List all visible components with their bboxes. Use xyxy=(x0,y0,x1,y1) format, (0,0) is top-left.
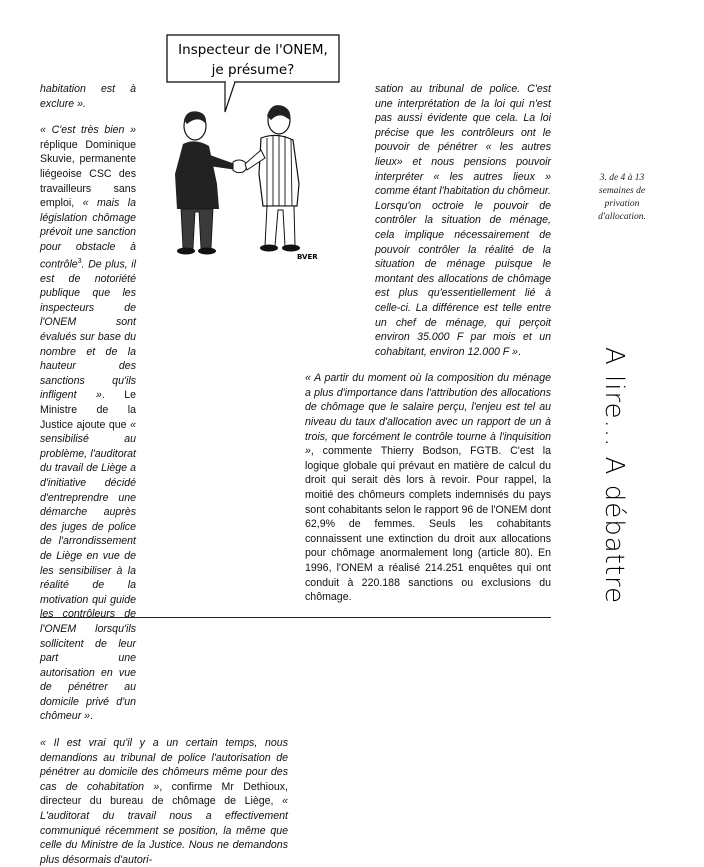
footnote xyxy=(576,172,668,224)
body-text: . xyxy=(517,345,521,358)
footnote-line: privation xyxy=(604,199,640,209)
paragraph xyxy=(40,123,288,724)
bubble-text-line1: Inspecteur de l'ONEM, xyxy=(178,42,328,58)
quote-text: « Il est vrai qu'il y a un certain temps, nous demandions au tribunal de police l'autorisation de pénétrer au domicile des chômeurs même pour des cas de cohabitation » xyxy=(40,737,288,793)
paragraph xyxy=(40,82,136,111)
quote-text: « mais la législation chômage prévoit une sanction pour obstacle à contrôle xyxy=(40,197,137,271)
quote-text: . De plus, il est de notoriété publique que les inspecteurs de l'ONEM sont évalués sur base du nombre et de la hauteur des sanctions qu'ils infligent » xyxy=(40,258,136,402)
section-title-vertical xyxy=(582,345,652,630)
footnote-line: semaines de xyxy=(598,186,646,196)
cartoonist-signature: BVER xyxy=(297,253,318,261)
bubble-text-line2: je présume? xyxy=(211,62,295,78)
footnote-line: d'allocation. xyxy=(598,212,646,222)
article-column-right xyxy=(305,82,551,605)
body-text: . Le Ministre de la Justice ajoute que xyxy=(40,389,136,431)
article-column-left xyxy=(40,82,288,867)
body-text: , commente Thierry Bodson, FGTB. C'est la logique globale qui prévaut en matière de calcul du droit qui serait dès lors à revoir. Pour rappel, la moitié des chômeurs complets indemnisés du pays sont cohabitants selon le rapport 96 de l'ONEM dont 62,9% de femmes. Seuls les cohabitants connaissent une extinction du droit aux allocations pour chômage anormalement long (article 80). En 1996, l'ONEM a réalisé 214.251 enquêtes qui ont conduit à 220.188 sanctions ou exclusions du chômage. xyxy=(305,445,551,604)
quote-text: « A partir du moment où la composition du ménage a plus d'importance dans l'attribution des allocations de chômage que le salaire perçu, l'enjeu est tel au niveau du taux d'allocation avec un rapport de un à trois, que forcément le contrôle tourne à l'inquisition » xyxy=(305,372,551,458)
footnote-ref: 3 xyxy=(77,257,82,265)
section-title: A lire... A débattre xyxy=(599,347,629,605)
body-text: . xyxy=(90,710,94,723)
quote-text: « L'auditorat du travail nous a effectivement communiqué récemment se position, la même que celle du Ministre de la Justice. Nous ne demandons plus désormais d'autori- xyxy=(40,795,288,866)
quote-text: sation au tribunal de police. C'est une interprétation de la loi qui n'est pas aussi évidente que cela. La loi précise que les contrôleurs ont le pouvoir de pénétrer « les autres lieux» et nous pensions pouvoir interpréter « les autres lieux » comme étant l'habitation du chômeur. Lorsqu'on octroie le pouvoir de contrôler la situation de ménage, cela implique nécessairement de pouvoir contrôler la réalité de la situation de ménage puisque le montant des allocations de chômage est plus qu'essentiellement lié à celle-ci. La différence est telle entre un chef de ménage, qui perçoit environ 35.000 F par mois et un cohabitant, environ 12.000 F » xyxy=(375,83,551,358)
paragraph xyxy=(40,736,288,867)
quote-text: habitation est à exclure ». xyxy=(40,83,136,110)
paragraph xyxy=(305,82,551,359)
body-text: réplique Dominique Skuvie, permanente liégeoise CSC des travailleurs sans emploi, xyxy=(40,138,136,210)
quote-text: « sensibilisé au problème, l'auditorat du travail de Liège a d'initiative décidé d'entreprendre une démarche auprès des juges de police de l'arrondissement de Liège en vue de les sensibiliser à la réalité de la motivation qui guide les contrôleurs de l'ONEM lorsqu'ils sollicitent de leur part une autorisation en vue de pénétrer au domicile privé d'un chômeur » xyxy=(40,418,136,723)
bottom-rule xyxy=(40,617,551,618)
quote-text: « C'est très bien » xyxy=(40,124,136,137)
footnote-line: 3. de 4 à 13 xyxy=(599,173,645,183)
paragraph xyxy=(305,371,551,605)
body-text: , confirme Mr Dethioux, directeur du bureau de chômage de Liège, xyxy=(40,780,288,808)
